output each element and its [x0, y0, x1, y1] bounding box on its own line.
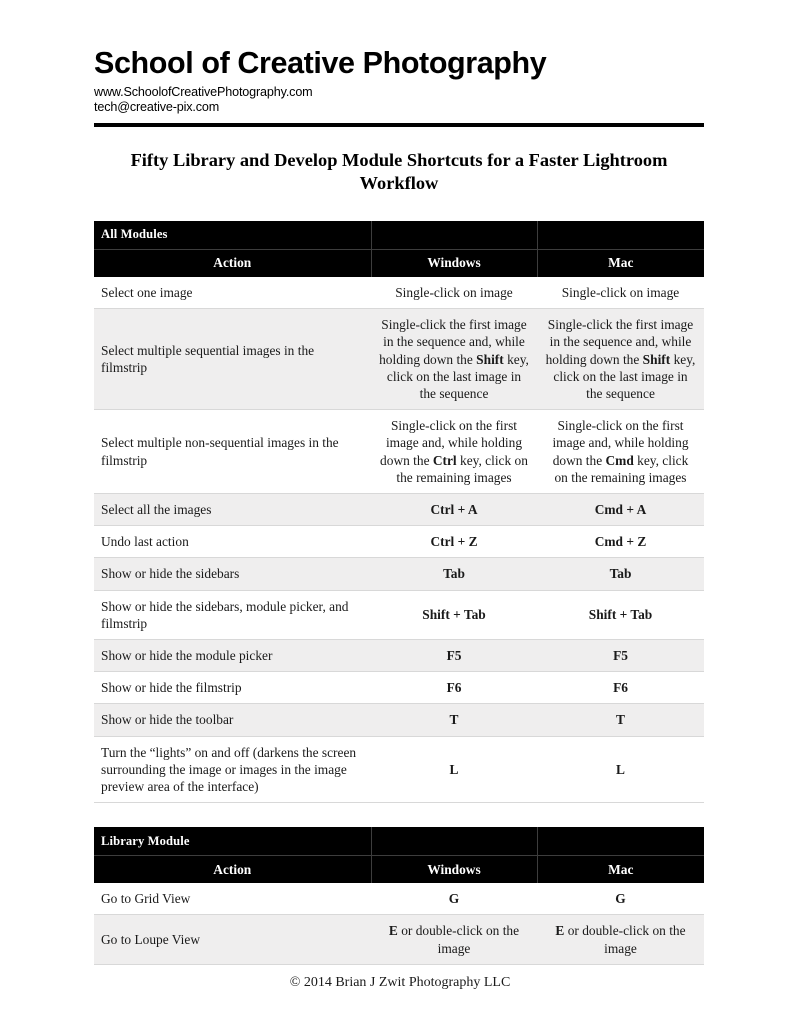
table-module-banner	[94, 827, 704, 856]
cell-mac-shortcut: G	[537, 883, 704, 915]
table-column-headers	[94, 249, 704, 277]
organization-title: School of Creative Photography	[94, 46, 547, 80]
header-divider	[94, 123, 704, 127]
table-row	[94, 410, 704, 494]
copyright-footer: © 2014 Brian J Zwit Photography LLC	[289, 975, 511, 990]
cell-action: Go to Loupe View	[94, 915, 371, 964]
table-row	[94, 672, 704, 704]
cell-windows-shortcut: Tab	[371, 558, 537, 590]
cell-action: Show or hide the sidebars, module picker, and filmstrip	[94, 590, 371, 639]
website-url: www.SchoolofCreativePhotography.com	[94, 84, 313, 99]
table-row	[94, 526, 704, 558]
cell-windows-shortcut: Shift + Tab	[371, 590, 537, 639]
column-header-windows: Windows	[371, 249, 537, 277]
cell-mac-shortcut: Cmd + A	[537, 493, 704, 525]
shortcut-table-2	[94, 827, 704, 965]
cell-windows-shortcut: Ctrl + A	[371, 493, 537, 525]
cell-mac-shortcut: F5	[537, 639, 704, 671]
module-banner-spacer-windows	[371, 221, 537, 250]
table-row	[94, 915, 704, 964]
cell-mac-shortcut: F6	[537, 672, 704, 704]
module-name: Library Module	[94, 827, 371, 856]
cell-mac-shortcut: Single-click on image	[537, 277, 704, 309]
cell-windows-shortcut: F5	[371, 639, 537, 671]
column-header-action: Action	[94, 249, 371, 277]
page-title: Fifty Library and Develop Module Shortcuts for a Faster Lightroom Workflow	[130, 149, 668, 193]
table-row	[94, 309, 704, 410]
cell-action: Select multiple sequential images in the filmstrip	[94, 309, 371, 410]
shortcut-tables	[94, 221, 704, 965]
cell-mac-shortcut: Cmd + Z	[537, 526, 704, 558]
cell-action: Show or hide the toolbar	[94, 704, 371, 736]
cell-action: Show or hide the sidebars	[94, 558, 371, 590]
document-content	[94, 0, 704, 965]
table-row	[94, 493, 704, 525]
table-module-banner	[94, 221, 704, 250]
cell-mac-shortcut: Shift + Tab	[537, 590, 704, 639]
table-row	[94, 883, 704, 915]
table-row	[94, 639, 704, 671]
cell-windows-shortcut: G	[371, 883, 537, 915]
cell-action: Go to Grid View	[94, 883, 371, 915]
cell-windows-shortcut: Single-click on image	[371, 277, 537, 309]
column-header-mac: Mac	[537, 856, 704, 884]
cell-windows-shortcut: T	[371, 704, 537, 736]
cell-windows-shortcut: Single-click on the first image and, while holding down the Ctrl key, click on the remaining images	[371, 410, 537, 494]
letterhead	[94, 0, 704, 127]
cell-action: Select all the images	[94, 493, 371, 525]
table-row	[94, 590, 704, 639]
cell-windows-shortcut: Single-click the first image in the sequence and, while holding down the Shift key, click on the last image in the sequence	[371, 309, 537, 410]
shortcut-table-1	[94, 221, 704, 803]
column-header-mac: Mac	[537, 249, 704, 277]
module-name: All Modules	[94, 221, 371, 250]
cell-mac-shortcut: Tab	[537, 558, 704, 590]
module-banner-spacer-windows	[371, 827, 537, 856]
cell-action: Turn the “lights” on and off (darkens the screen surrounding the image or images in the image preview area of the interface)	[94, 736, 371, 803]
cell-action: Show or hide the module picker	[94, 639, 371, 671]
cell-windows-shortcut: L	[371, 736, 537, 803]
cell-windows-shortcut: E or double-click on the image	[371, 915, 537, 964]
cell-mac-shortcut: T	[537, 704, 704, 736]
table-row	[94, 704, 704, 736]
cell-action: Undo last action	[94, 526, 371, 558]
module-banner-spacer-mac	[537, 221, 704, 250]
cell-windows-shortcut: Ctrl + Z	[371, 526, 537, 558]
table-row	[94, 277, 704, 309]
cell-action: Select multiple non-sequential images in the filmstrip	[94, 410, 371, 494]
table-column-headers	[94, 856, 704, 884]
table-row	[94, 558, 704, 590]
cell-action: Show or hide the filmstrip	[94, 672, 371, 704]
module-banner-spacer-mac	[537, 827, 704, 856]
contact-email: tech@creative-pix.com	[94, 100, 220, 115]
cell-mac-shortcut: Single-click on the first image and, while holding down the Cmd key, click on the remaining images	[537, 410, 704, 494]
cell-mac-shortcut: L	[537, 736, 704, 803]
table-row	[94, 736, 704, 803]
column-header-windows: Windows	[371, 856, 537, 884]
cell-mac-shortcut: E or double-click on the image	[537, 915, 704, 964]
cell-mac-shortcut: Single-click the first image in the sequence and, while holding down the Shift key, click on the last image in the sequence	[537, 309, 704, 410]
cell-action: Select one image	[94, 277, 371, 309]
cell-windows-shortcut: F6	[371, 672, 537, 704]
column-header-action: Action	[94, 856, 371, 884]
